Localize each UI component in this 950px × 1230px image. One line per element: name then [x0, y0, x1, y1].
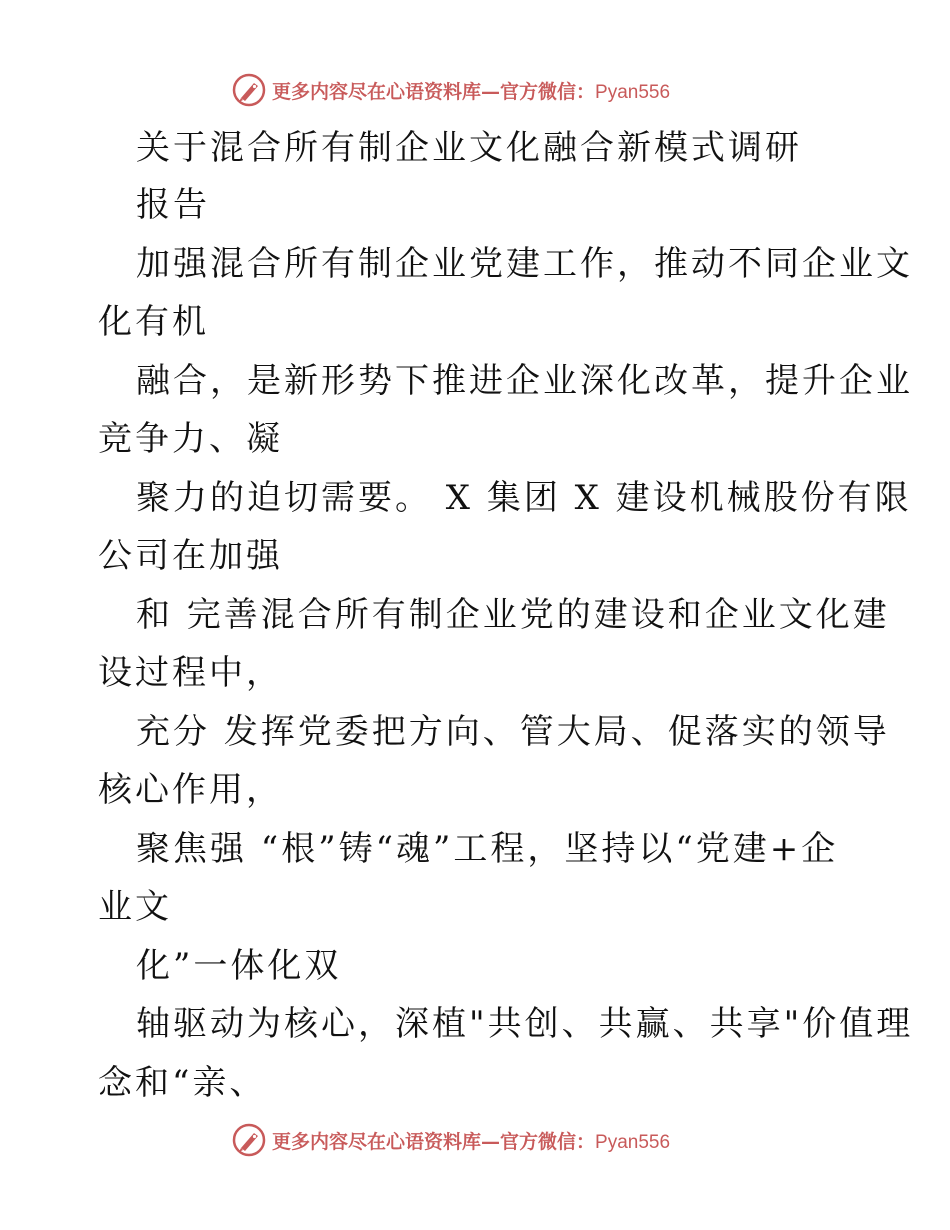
paragraph-line: 核心作用，	[98, 770, 283, 810]
paragraph-line: 和 完善混合所有制企业党的建设和企业文化建	[136, 595, 890, 635]
paragraph-line: 聚焦强 “根”铸“魂”工程，坚持以“党建+企	[136, 829, 839, 869]
paragraph-line: 念和“亲、	[98, 1063, 267, 1103]
paragraph-line: 业文	[98, 887, 172, 927]
banner-text	[272, 1127, 670, 1154]
banner-wechat-id: Pyan556	[595, 1131, 671, 1153]
pen-nib-logo-icon	[232, 1123, 266, 1157]
document-title-line-1: 关于混合所有制企业文化融合新模式调研	[136, 128, 802, 168]
paragraph-line: 设过程中，	[98, 653, 283, 693]
paragraph-line: 公司在加强	[98, 536, 283, 576]
pen-nib-logo-icon	[232, 73, 266, 107]
paragraph-line: 竞争力、凝	[98, 419, 283, 459]
banner-site-text: 更多内容尽在心语资料库—官方微信：	[272, 1130, 596, 1153]
paragraph-line: 聚力的迫切需要。 X 集团 X 建设机械股份有限	[136, 478, 912, 518]
paragraph-line: 充分 发挥党委把方向、管大局、促落实的领导	[136, 712, 890, 752]
footer-banner	[232, 1123, 670, 1157]
paragraph-line: 化”一体化双	[136, 946, 342, 986]
document-title-line-2: 报告	[136, 185, 210, 225]
banner-wechat-id: Pyan556	[595, 81, 671, 103]
paragraph-line: 轴驱动为核心，深植"共创、共赢、共享"价值理	[136, 1004, 914, 1044]
banner-site-text: 更多内容尽在心语资料库—官方微信：	[272, 80, 596, 103]
header-banner	[232, 73, 670, 107]
paragraph-line: 化有机	[98, 302, 209, 342]
paragraph-line: 融合，是新形势下推进企业深化改革，提升企业	[136, 361, 913, 401]
banner-text	[272, 77, 670, 104]
paragraph-line: 加强混合所有制企业党建工作，推动不同企业文	[136, 244, 913, 284]
